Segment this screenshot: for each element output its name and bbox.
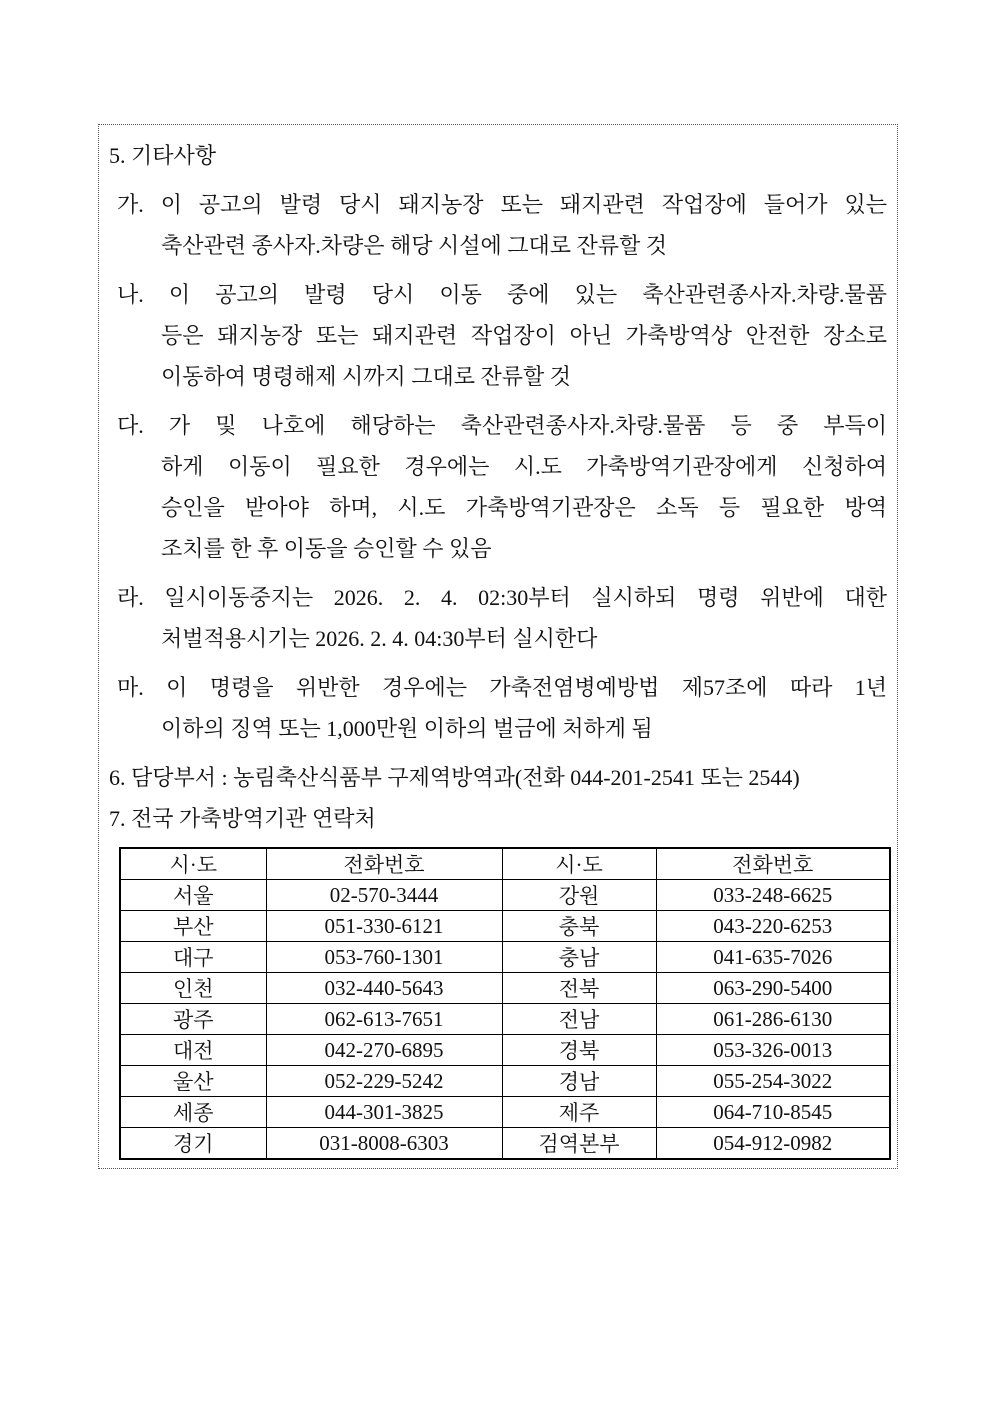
cell-phone: 063-290-5400 (656, 973, 890, 1004)
table-row (120, 911, 890, 942)
table-row (120, 1128, 890, 1160)
table-row (120, 1004, 890, 1035)
item-ma (109, 667, 887, 749)
cell-phone: 041-635-7026 (656, 942, 890, 973)
table-row (120, 973, 890, 1004)
item-ga (109, 184, 887, 266)
cell-phone: 033-248-6625 (656, 880, 890, 911)
cell-region: 부산 (120, 911, 266, 942)
cell-region: 전북 (502, 973, 656, 1004)
table-row (120, 1035, 890, 1066)
table-header-row (120, 848, 890, 880)
header-sido-1: 시·도 (120, 848, 266, 880)
section5-title: 5. 기타사항 (109, 143, 217, 168)
item-ra-line-2: 처벌적용시기는 2026. 2. 4. 04:30부터 실시한다 (161, 626, 598, 651)
cell-region: 대전 (120, 1035, 266, 1066)
item-ra (109, 577, 887, 659)
cell-phone: 042-270-6895 (266, 1035, 502, 1066)
cell-phone: 02-570-3444 (266, 880, 502, 911)
cell-phone: 064-710-8545 (656, 1097, 890, 1128)
cell-region: 전남 (502, 1004, 656, 1035)
contact-table (119, 847, 891, 1160)
item-ra-line-1: 라. 일시이동중지는 2026. 2. 4. 02:30부터 실시하되 명령 위반에 대한 (117, 585, 887, 610)
notice-border-box (98, 124, 898, 1169)
cell-phone: 032-440-5643 (266, 973, 502, 1004)
table-row (120, 880, 890, 911)
item-ga-line-2: 축산관련 종사자.차량은 해당 시설에 그대로 잔류할 것 (161, 233, 668, 258)
cell-phone: 055-254-3022 (656, 1066, 890, 1097)
cell-region: 충북 (502, 911, 656, 942)
table-row (120, 942, 890, 973)
cell-region: 세종 (120, 1097, 266, 1128)
item-ga-line-1: 가. 이 공고의 발령 당시 돼지농장 또는 돼지관련 작업장에 들어가 있는 (117, 192, 887, 217)
item-da-line-2: 하게 이동이 필요한 경우에는 시.도 가축방역기관장에게 신청하여 (161, 454, 887, 479)
section6-line: 6. 담당부서 : 농림축산식품부 구제역방역과(전화 044-201-2541 또는 2544) (109, 765, 800, 790)
table-row (120, 1097, 890, 1128)
cell-phone: 053-326-0013 (656, 1035, 890, 1066)
cell-region: 울산 (120, 1066, 266, 1097)
header-phone-1: 전화번호 (266, 848, 502, 880)
item-da-line-1: 다. 가 및 나호에 해당하는 축산관련종사자.차량.물품 등 중 부득이 (117, 413, 887, 438)
item-na-line-1: 나. 이 공고의 발령 당시 이동 중에 있는 축산관련종사자.차량.물품 (117, 282, 887, 307)
cell-region: 서울 (120, 880, 266, 911)
cell-phone: 051-330-6121 (266, 911, 502, 942)
cell-phone: 031-8008-6303 (266, 1128, 502, 1160)
cell-phone: 054-912-0982 (656, 1128, 890, 1160)
item-da-line-3: 승인을 받아야 하며, 시.도 가축방역기관장은 소독 등 필요한 방역 (161, 495, 887, 520)
cell-phone: 053-760-1301 (266, 942, 502, 973)
item-ma-line-1: 마. 이 명령을 위반한 경우에는 가축전염병예방법 제57조에 따라 1년 (117, 675, 887, 700)
cell-region: 경북 (502, 1035, 656, 1066)
item-da-line-4: 조치를 한 후 이동을 승인할 수 있음 (161, 536, 492, 561)
cell-region: 검역본부 (502, 1128, 656, 1160)
item-na-line-3: 이동하여 명령해제 시까지 그대로 잔류할 것 (161, 364, 572, 389)
table-row (120, 1066, 890, 1097)
cell-region: 광주 (120, 1004, 266, 1035)
item-ma-line-2: 이하의 징역 또는 1,000만원 이하의 벌금에 처하게 됨 (161, 716, 653, 741)
item-na (109, 274, 887, 397)
cell-region: 강원 (502, 880, 656, 911)
cell-region: 경기 (120, 1128, 266, 1160)
cell-phone: 052-229-5242 (266, 1066, 502, 1097)
section7-line: 7. 전국 가축방역기관 연락처 (109, 806, 376, 831)
cell-phone: 062-613-7651 (266, 1004, 502, 1035)
item-da (109, 405, 887, 569)
cell-region: 충남 (502, 942, 656, 973)
cell-region: 대구 (120, 942, 266, 973)
header-phone-2: 전화번호 (656, 848, 890, 880)
item-na-line-2: 등은 돼지농장 또는 돼지관련 작업장이 아닌 가축방역상 안전한 장소로 (161, 323, 887, 348)
cell-phone: 061-286-6130 (656, 1004, 890, 1035)
cell-phone: 043-220-6253 (656, 911, 890, 942)
cell-phone: 044-301-3825 (266, 1097, 502, 1128)
header-sido-2: 시·도 (502, 848, 656, 880)
cell-region: 제주 (502, 1097, 656, 1128)
cell-region: 경남 (502, 1066, 656, 1097)
cell-region: 인천 (120, 973, 266, 1004)
